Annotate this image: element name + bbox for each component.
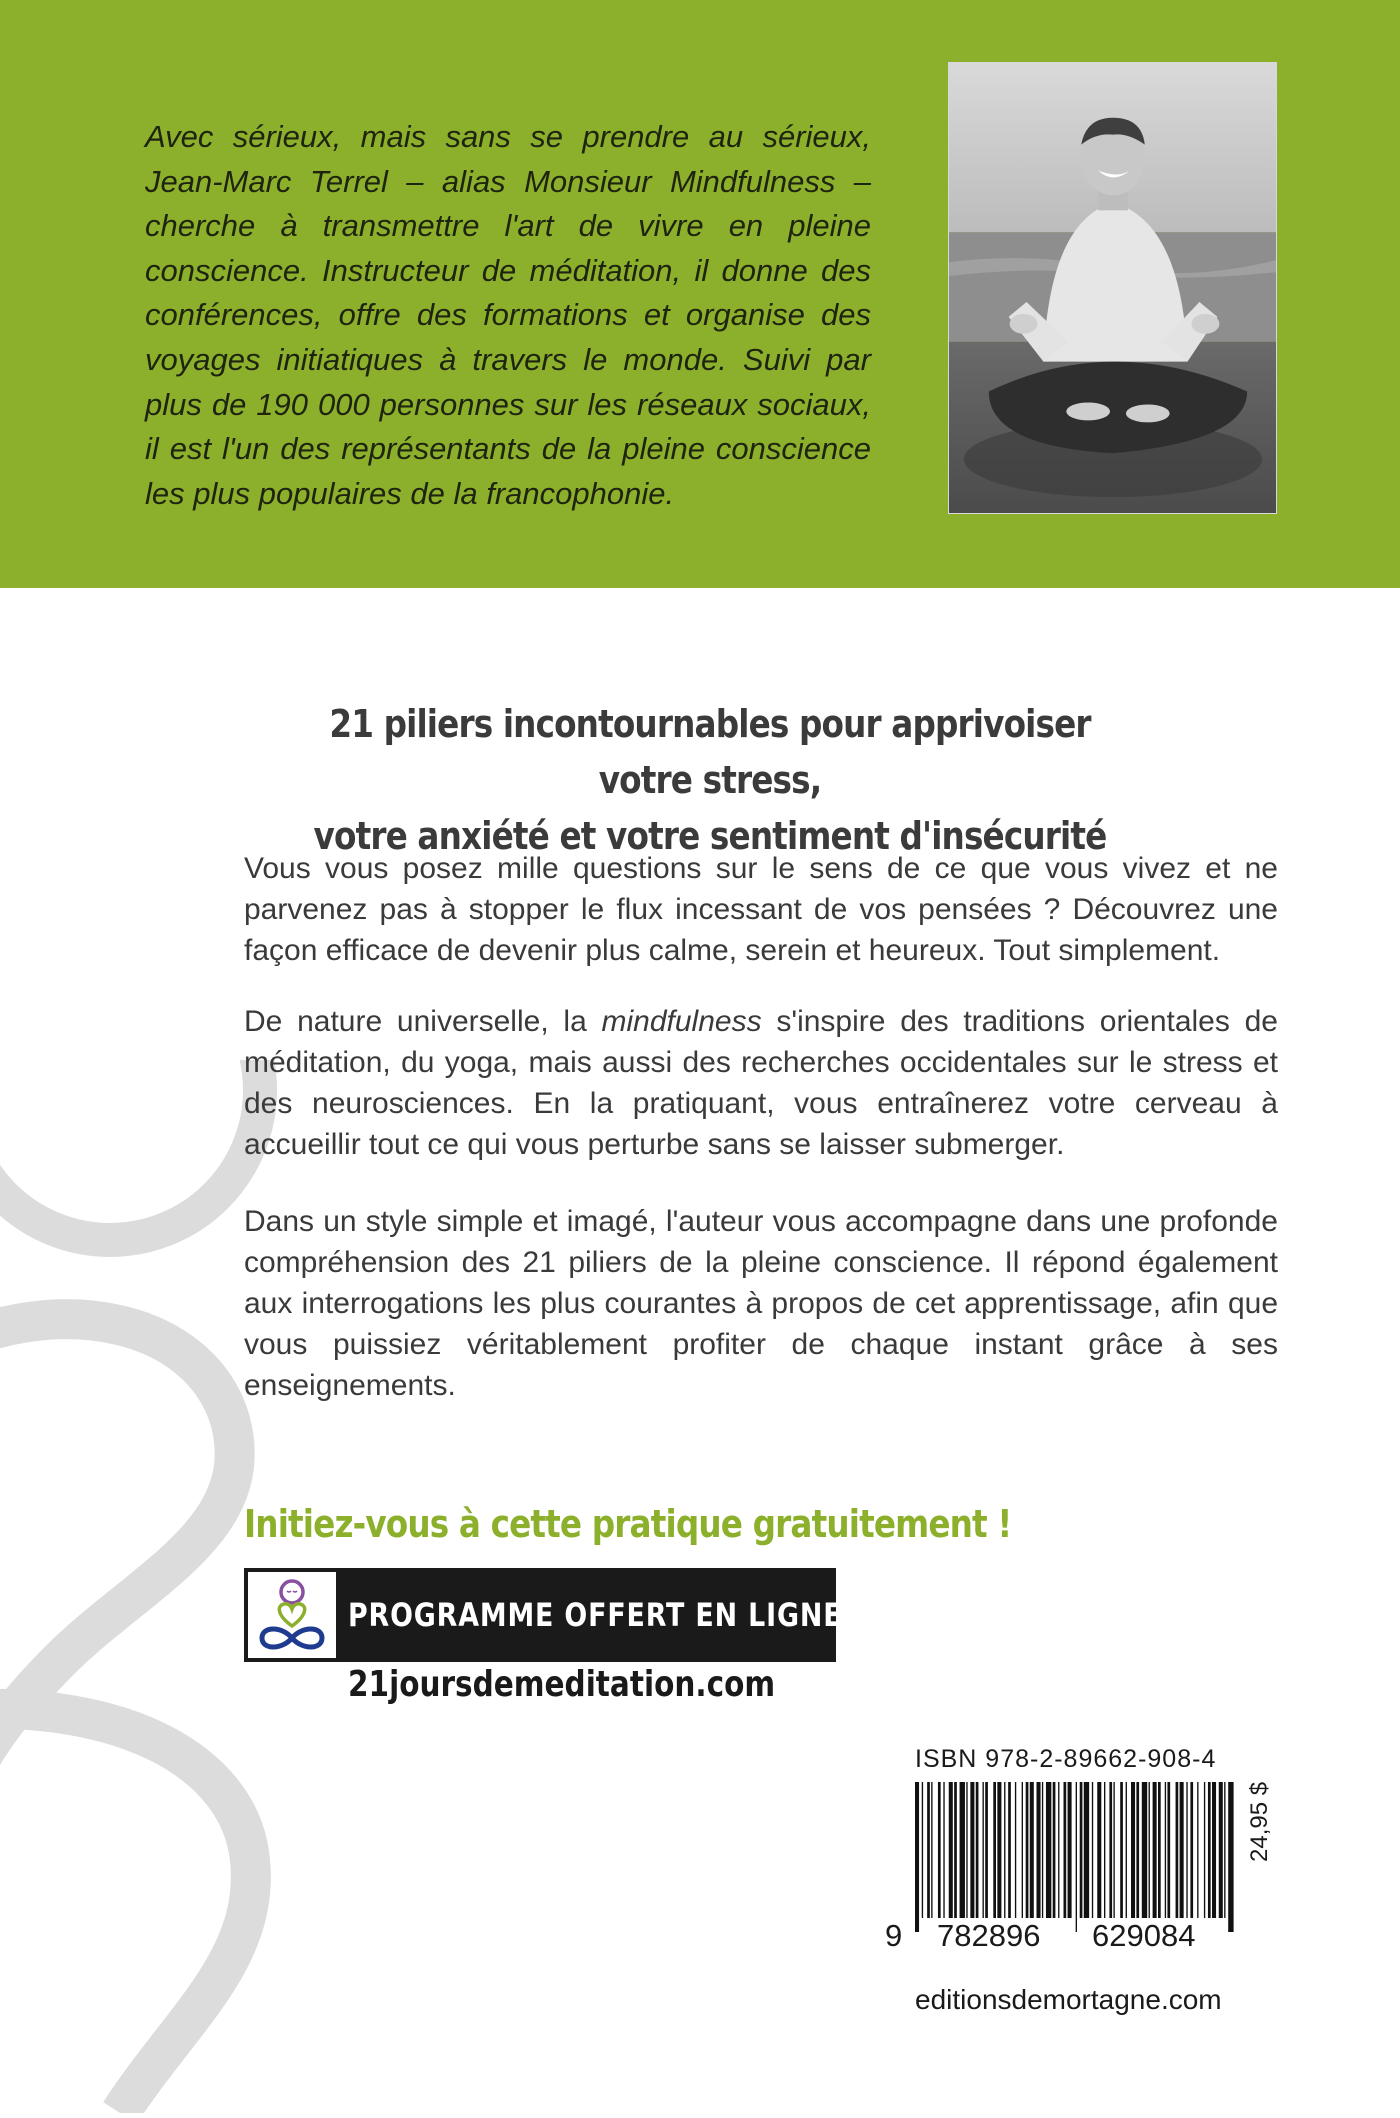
paragraph-2-end: s'inspire des traditions orientales de méditation, du yoga, mais aussi des recherches occidentales sur le stress et des neurosciences. En la pratiquant, vous entraînerez votre cerveau à accueillir tout ce qui vous perturbe sans se laisser submerger. bbox=[244, 1005, 1278, 1161]
promo-website: 21joursdemeditation.com bbox=[348, 1664, 776, 1705]
barcode-bar bbox=[922, 1782, 923, 1918]
barcode bbox=[915, 1782, 1235, 1932]
barcode-bar bbox=[983, 1782, 984, 1918]
barcode-bar bbox=[1190, 1782, 1193, 1918]
barcode-bar bbox=[1165, 1782, 1166, 1918]
author-bio: Avec sérieux, mais sans se prendre au sérieux, Jean-Marc Terrel – alias Monsieur Mindfulness – cherche à transmettre l'art de vivre en pleine conscience. Instructeur de méditation, il donne des conférences, offre des formations et organise des voyages initiatiques à travers le monde. Suivi par plus de 190 000 personnes sur les réseaux sociaux, il est l'un des représentants de la pleine conscience les plus populaires de la francophonie. bbox=[145, 119, 871, 511]
barcode-digit-first: 9 bbox=[885, 1918, 903, 1953]
barcode-bar bbox=[915, 1782, 919, 1932]
barcode-bar bbox=[1076, 1782, 1077, 1932]
barcode-bar bbox=[1212, 1782, 1216, 1918]
paragraph-3: Dans un style simple et imagé, l'auteur vous accompagne dans une profonde compréhension des 21 piliers de la pleine conscience. Il répond également aux interrogations les plus courantes à propos de cet apprentissage, afin que vous puissiez véritablement profiter de chaque instant grâce à ses enseignements. bbox=[244, 1205, 1278, 1402]
headline-line-2: votre anxiété et votre sentiment d'insécurité bbox=[313, 814, 1107, 858]
barcode-bar bbox=[1104, 1782, 1105, 1918]
cta-heading: Initiez-vous à cette pratique gratuitement ! bbox=[244, 1502, 1012, 1546]
barcode-bar bbox=[1158, 1782, 1161, 1918]
barcode-bar bbox=[1219, 1782, 1223, 1918]
barcode-bar bbox=[1208, 1782, 1211, 1918]
barcode-bar bbox=[1180, 1782, 1184, 1918]
paragraph-1: Vous vous posez mille questions sur le sens de ce que vous vivez et ne parvenez pas à stopper le flux incessant de vos pensées ? Découvrez une façon efficace de devenir plus calme, serein et heureux. Tout simplement. bbox=[244, 852, 1278, 967]
price: 24,95 $ bbox=[1246, 1781, 1273, 1862]
barcode-bar bbox=[1026, 1782, 1029, 1918]
barcode-bar bbox=[1030, 1782, 1034, 1918]
barcode-bar bbox=[1149, 1782, 1150, 1918]
barcode-bar bbox=[1224, 1782, 1225, 1918]
barcode-bar bbox=[1197, 1782, 1198, 1918]
barcode-bar bbox=[985, 1782, 988, 1918]
barcode-bar bbox=[1113, 1782, 1114, 1918]
barcode-bar bbox=[1176, 1782, 1179, 1918]
barcode-bar bbox=[949, 1782, 953, 1918]
barcode-bar bbox=[1097, 1782, 1101, 1918]
barcode-bar bbox=[1153, 1782, 1157, 1918]
author-photo-image bbox=[949, 63, 1276, 513]
barcode-bar bbox=[938, 1782, 941, 1918]
author-photo bbox=[948, 62, 1277, 514]
barcode-bar bbox=[970, 1782, 974, 1918]
meditation-logo-icon bbox=[248, 1572, 336, 1658]
barcode-bar bbox=[1092, 1782, 1093, 1918]
barcode-bar bbox=[1136, 1782, 1139, 1918]
barcode-bar bbox=[954, 1782, 957, 1918]
barcode-bar bbox=[1131, 1782, 1135, 1918]
barcode-bar bbox=[1022, 1782, 1023, 1918]
promo-label: PROGRAMME OFFERT EN LIGNE bbox=[348, 1596, 843, 1634]
headline-line-1: 21 piliers incontournables pour apprivoiser votre stress, bbox=[329, 702, 1091, 802]
barcode-bar bbox=[1068, 1782, 1072, 1918]
barcode-bar bbox=[1080, 1782, 1083, 1918]
barcode-bar bbox=[1015, 1782, 1016, 1918]
barcode-bar bbox=[976, 1782, 979, 1918]
barcode-bar bbox=[1058, 1782, 1059, 1918]
barcode-bars bbox=[915, 1782, 1235, 1932]
publisher-website: editionsdemortagne.com bbox=[915, 1984, 1222, 2015]
barcode-bar bbox=[997, 1782, 1001, 1918]
barcode-bar bbox=[1037, 1782, 1041, 1918]
barcode-bar bbox=[960, 1782, 965, 1918]
barcode-bar bbox=[1109, 1782, 1112, 1918]
barcode-digits-group-2: 629084 bbox=[1092, 1918, 1196, 1953]
barcode-bar bbox=[1186, 1782, 1187, 1918]
barcode-bar bbox=[1053, 1782, 1056, 1918]
headline bbox=[289, 696, 1132, 864]
barcode-bar bbox=[993, 1782, 996, 1918]
barcode-bar bbox=[943, 1782, 944, 1918]
barcode-bar bbox=[1142, 1782, 1147, 1918]
isbn: ISBN 978-2-89662-908-4 bbox=[915, 1745, 1217, 1773]
barcode-digits-group-1: 782896 bbox=[937, 1918, 1041, 1953]
promo-banner bbox=[244, 1568, 843, 1662]
barcode-bar bbox=[927, 1782, 930, 1918]
barcode-bar bbox=[1046, 1782, 1051, 1918]
barcode-bar bbox=[1084, 1782, 1089, 1918]
barcode-bar bbox=[1064, 1782, 1067, 1918]
barcode-bar bbox=[1042, 1782, 1043, 1918]
barcode-bar bbox=[1204, 1782, 1205, 1918]
barcode-bar bbox=[1008, 1782, 1011, 1918]
paragraph-2-emphasis: mindfulness bbox=[601, 1005, 762, 1038]
barcode-bar bbox=[1126, 1782, 1127, 1918]
barcode-bar bbox=[1004, 1782, 1005, 1918]
paragraph-2 bbox=[244, 1001, 1278, 1165]
barcode-bar bbox=[931, 1782, 932, 1918]
barcode-bar bbox=[1167, 1782, 1170, 1918]
paragraph-2-start: De nature universelle, la bbox=[244, 1005, 602, 1038]
barcode-bar bbox=[1120, 1782, 1123, 1918]
barcode-bar bbox=[1228, 1782, 1233, 1932]
barcode-bar bbox=[966, 1782, 967, 1918]
